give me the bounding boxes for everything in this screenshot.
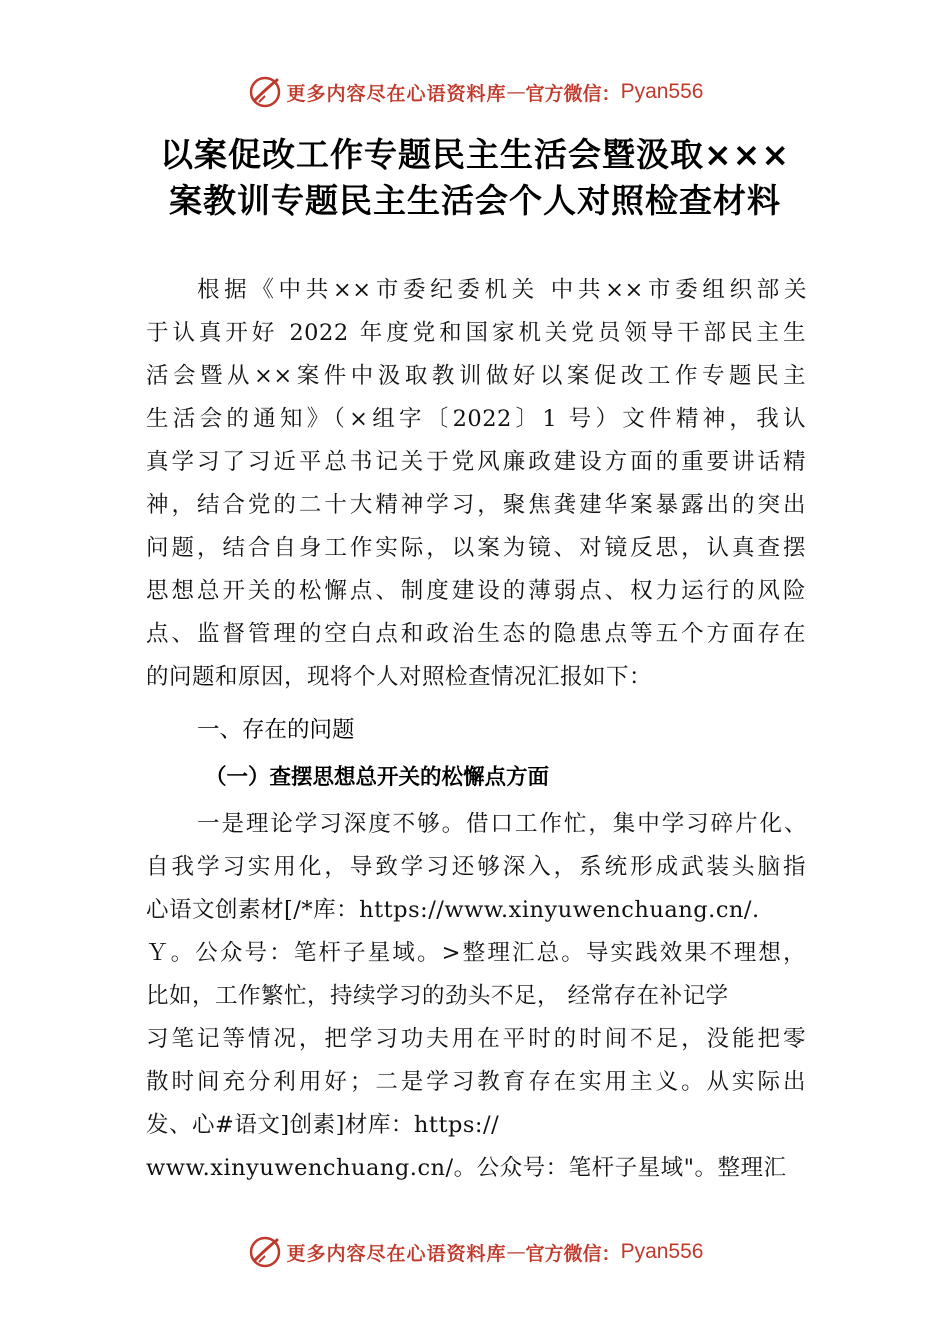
paragraph-line: www.xinyuwenchuang.cn/。公众号：笔杆子星域"。整理汇	[146, 1155, 787, 1181]
banner-text: 更多内容尽在心语资料库	[286, 82, 507, 105]
paragraph-line: 活会暨从××案件中汲取教训做好以案促改工作专题民主	[146, 363, 806, 389]
paragraph-line: 习笔记等情况，把学习功夫用在平时的时间不足，没能把零	[146, 1026, 806, 1052]
brush-logo-icon	[247, 1234, 283, 1270]
banner-wechat-id: Pyan556	[620, 1240, 704, 1263]
banner-separator: —	[506, 81, 526, 103]
banner-wechat-label: 官方微信：	[525, 1242, 621, 1265]
paragraph-line: 神，结合党的二十大精神学习，聚焦龚建华案暴露出的突出	[146, 492, 806, 518]
subsection-heading: （一）查摆思想总开关的松懈点方面	[205, 765, 550, 790]
document-title-line-1: 以案促改工作专题民主生活会暨汲取×××	[160, 135, 790, 174]
paragraph-line: 点、监督管理的空白点和政治生态的隐患点等五个方面存在	[146, 621, 806, 647]
paragraph-line: 比如，工作繁忙，持续学习的劲头不足， 经常存在补记学	[146, 983, 729, 1009]
banner-text: 更多内容尽在心语资料库	[286, 1242, 507, 1265]
document-title-line-2: 案教训专题民主生活会个人对照检查材料	[169, 181, 781, 220]
paragraph-line: 思想总开关的松懈点、制度建设的薄弱点、权力运行的风险	[146, 578, 806, 604]
banner-separator: —	[506, 1241, 526, 1263]
banner-wechat-id: Pyan556	[620, 80, 704, 103]
paragraph-line: 于认真开好 2022 年度党和国家机关党员领导干部民主生	[146, 320, 806, 346]
paragraph-line: 真学习了习近平总书记关于党风廉政建设方面的重要讲话精	[146, 449, 806, 475]
paragraph-line: 问题，结合自身工作实际，以案为镜、对镜反思，认真查摆	[146, 535, 806, 561]
banner-wechat-label: 官方微信：	[525, 82, 621, 105]
paragraph-line: 的问题和原因，现将个人对照检查情况汇报如下：	[146, 664, 653, 690]
paragraph-line: Ｙ。公众号：笔杆子星域。>整理汇总。导实践效果不理想，	[146, 940, 806, 966]
brush-logo-icon	[247, 74, 283, 110]
paragraph-line: 根据《中共××市委纪委机关 中共××市委组织部关	[197, 277, 807, 303]
paragraph-line: 自我学习实用化，导致学习还够深入，系统形成武装头脑指	[146, 854, 806, 880]
paragraph-line: 一是理论学习深度不够。借口工作忙，集中学习碎片化、	[197, 811, 807, 837]
footer-watermark-banner	[0, 1232, 950, 1272]
section-heading: 一、存在的问题	[197, 717, 355, 743]
paragraph-line: 发、心#语文]创素]材库：https://	[146, 1112, 500, 1138]
header-watermark-banner	[0, 72, 950, 112]
paragraph-line: 散时间充分利用好；二是学习教育存在实用主义。从实际出	[146, 1069, 806, 1095]
paragraph-line: 生活会的通知》（×组字〔2022〕1 号）文件精神，我认	[146, 406, 806, 432]
paragraph-line: 心语文创素材[/*库：https://www.xinyuwenchuang.cn/.	[146, 897, 760, 923]
